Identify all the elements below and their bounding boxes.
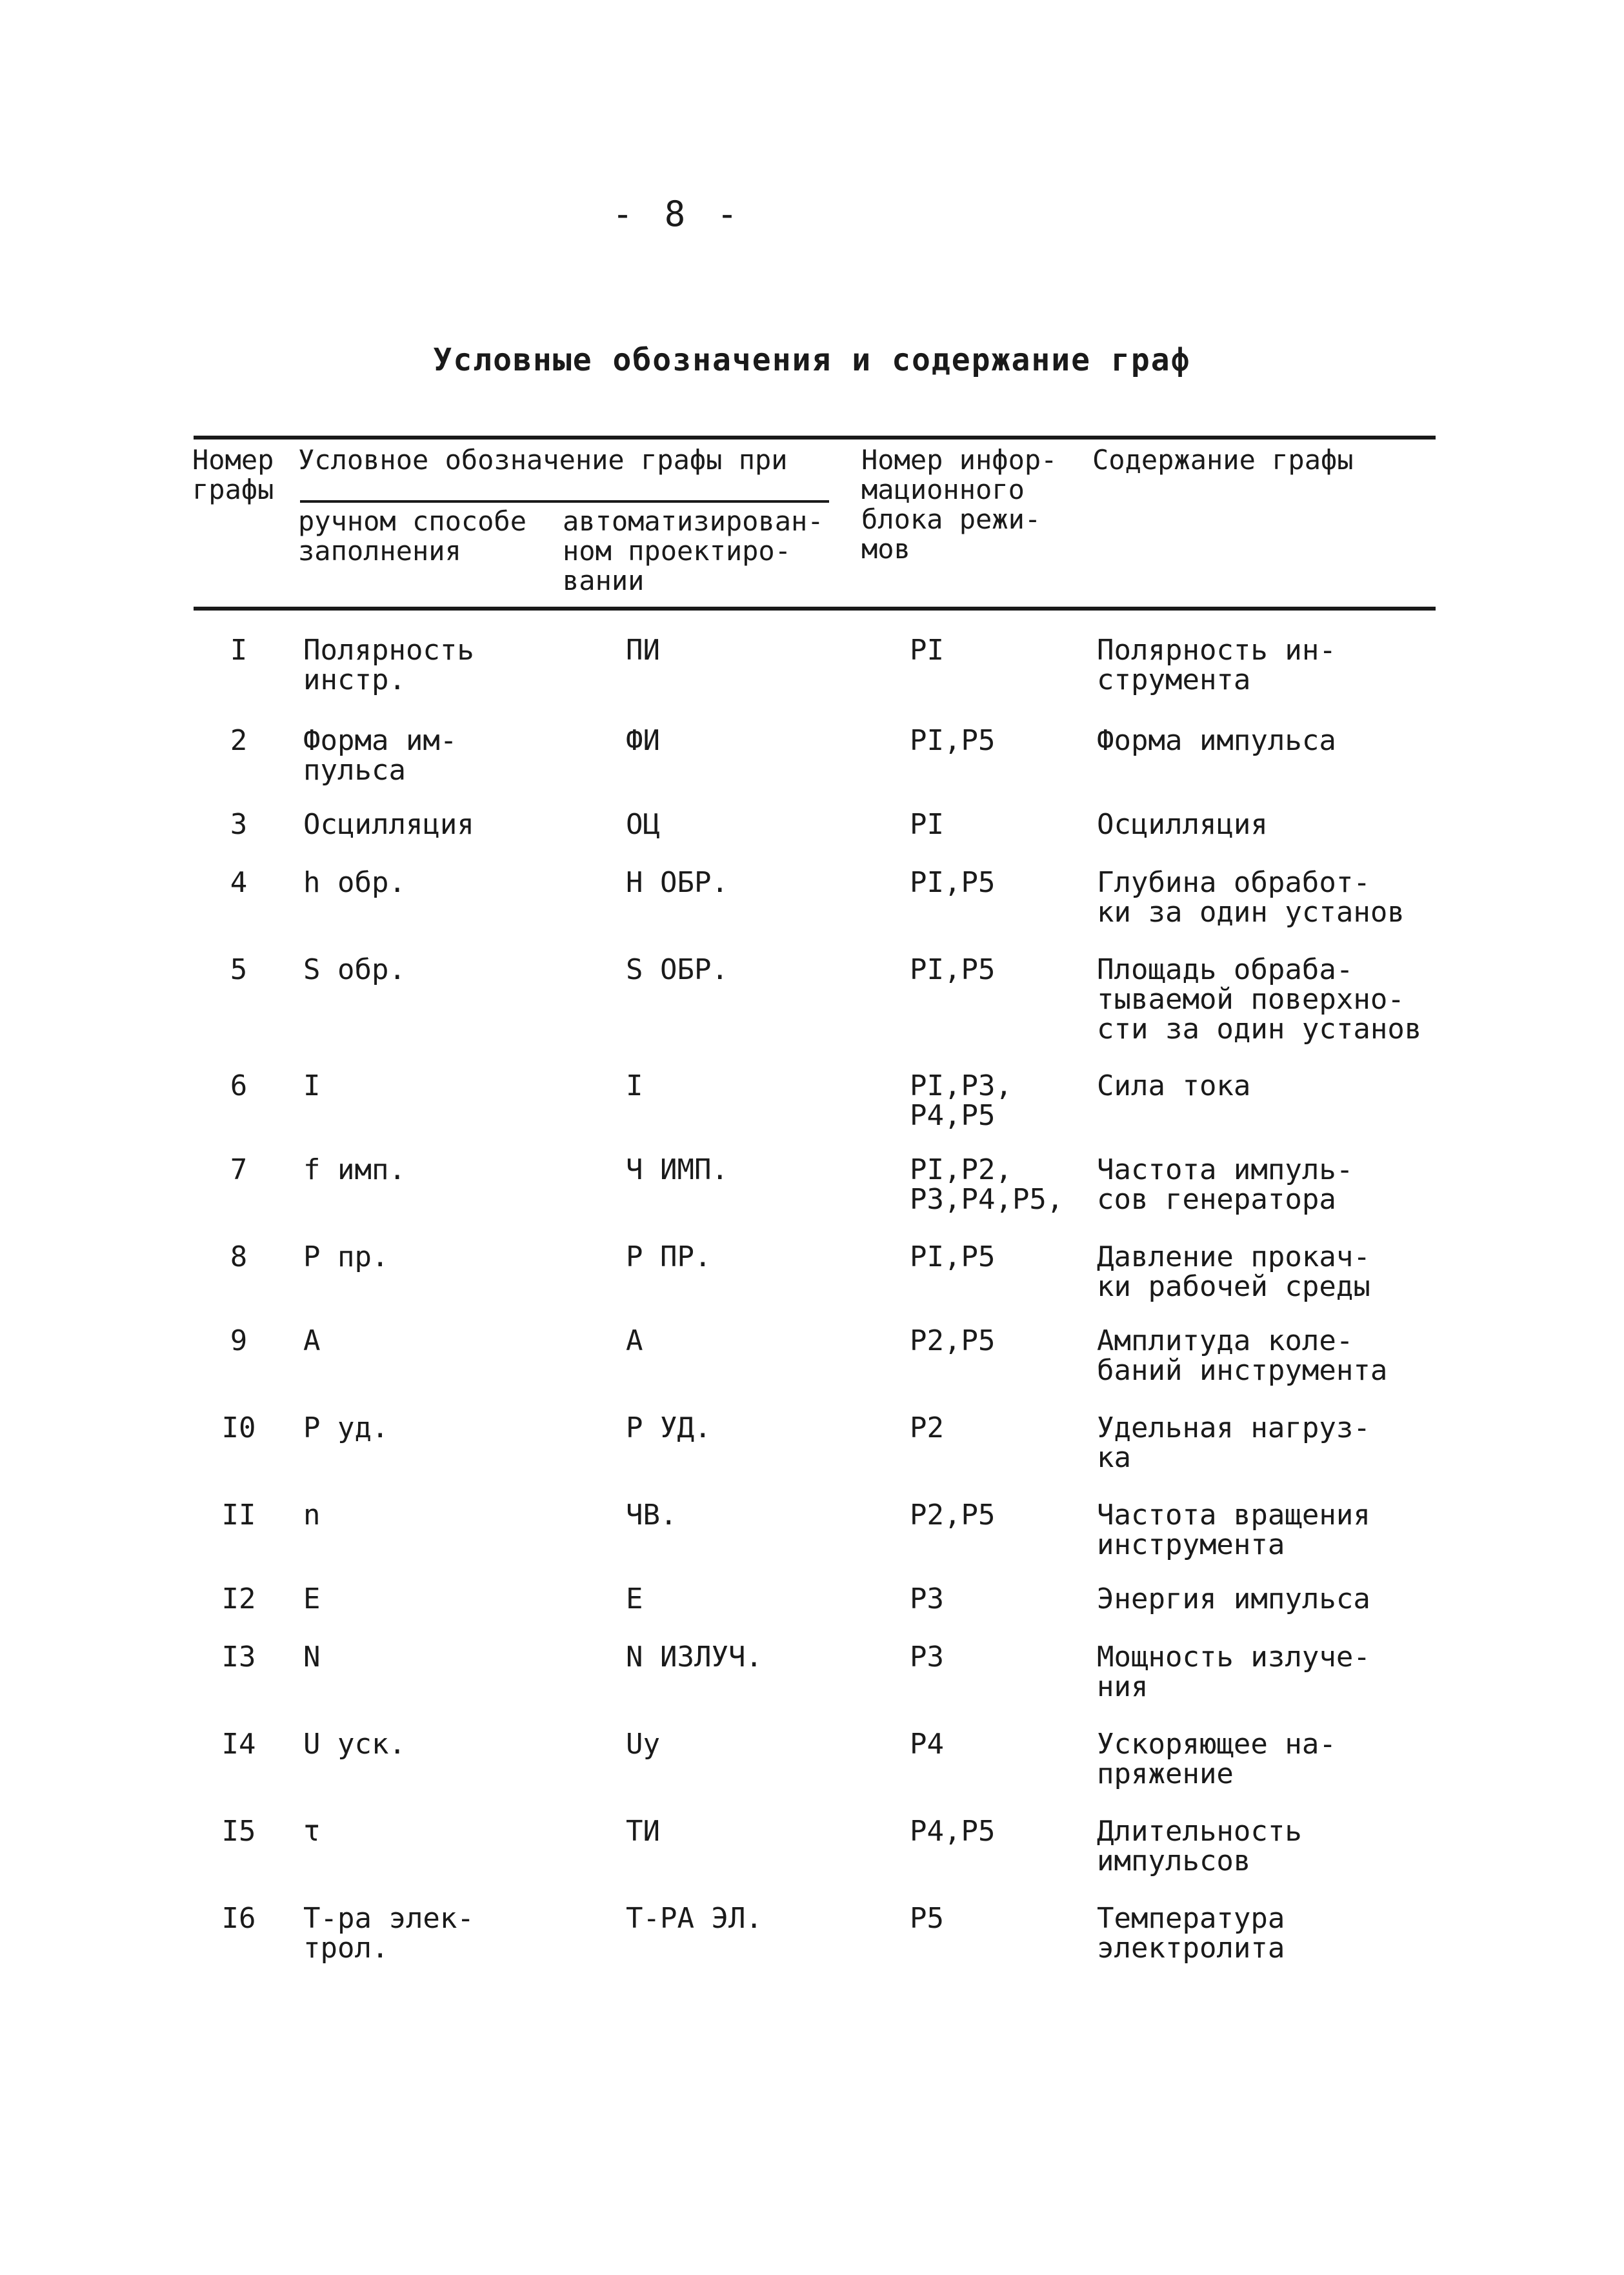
row-auto-designation: ОЦ [626, 808, 660, 841]
row-block-number: PI,P5 [910, 724, 996, 757]
page-title: Условные обозначения и содержание граф [433, 342, 1191, 378]
header-manual: ручном способе заполнения [298, 505, 527, 567]
row-number: 5 [230, 953, 248, 986]
row-block-number: PI,P5 [910, 866, 996, 899]
row-number: I6 [221, 1902, 256, 1935]
row-content: Давление прокач- ки рабочей среды [1097, 1240, 1370, 1303]
row-number: I5 [221, 1815, 256, 1848]
row-auto-designation: T-РА ЭЛ. [626, 1902, 763, 1935]
row-manual-designation: E [303, 1582, 321, 1615]
row-manual-designation: Форма им- пульса [303, 724, 457, 787]
row-block-number: P2,P5 [910, 1324, 996, 1357]
row-block-number: P4,P5 [910, 1815, 996, 1848]
row-content: Ускоряющее на- пряжение [1097, 1728, 1336, 1790]
row-auto-designation: ТИ [626, 1815, 660, 1848]
row-auto-designation: I [626, 1069, 643, 1102]
row-block-number: P5 [910, 1902, 944, 1935]
row-block-number: P3 [910, 1582, 944, 1615]
row-content: Частота вращения инструмента [1097, 1499, 1370, 1561]
row-content: Температура электролита [1097, 1902, 1285, 1965]
row-content: Мощность излуче- ния [1097, 1641, 1370, 1703]
row-block-number: PI [910, 808, 944, 841]
row-number: I4 [221, 1728, 256, 1761]
row-block-number: P2 [910, 1411, 944, 1444]
row-manual-designation: f имп. [303, 1153, 406, 1186]
row-content: Удельная нагруз- ка [1097, 1411, 1370, 1474]
row-manual-designation: U уск. [303, 1728, 406, 1761]
table-top-rule [194, 436, 1436, 440]
row-number: I3 [221, 1641, 256, 1673]
row-content: Площадь обраба- тываемой поверхно- сти за один установ [1097, 953, 1422, 1046]
header-content: Содержание графы [1092, 444, 1354, 476]
row-manual-designation: I [303, 1069, 321, 1102]
row-number: 7 [230, 1153, 248, 1186]
row-manual-designation: P уд. [303, 1411, 389, 1444]
header-number: Номер графы [192, 444, 274, 505]
row-manual-designation: n [303, 1499, 321, 1532]
row-block-number: P3 [910, 1641, 944, 1673]
row-content: Энергия импульса [1097, 1582, 1370, 1615]
page-number: - 8 - [612, 194, 743, 234]
row-number: 9 [230, 1324, 248, 1357]
row-number: 4 [230, 866, 248, 899]
row-number: 3 [230, 808, 248, 841]
row-content: Длительность импульсов [1097, 1815, 1302, 1877]
header-auto: автоматизирован- ном проектиро- вании [563, 505, 824, 596]
row-content: Сила тока [1097, 1069, 1251, 1102]
row-number: 8 [230, 1240, 248, 1273]
row-manual-designation: Осцилляция [303, 808, 474, 841]
row-auto-designation: A [626, 1324, 643, 1357]
row-auto-designation: ЧВ. [626, 1499, 677, 1532]
row-auto-designation: Ч ИМП. [626, 1153, 728, 1186]
header-block: Номер инфор- мационного блока режи- мов [861, 444, 1058, 565]
row-content: Амплитуда коле- баний инструмента [1097, 1324, 1388, 1387]
row-manual-designation: Полярность инстр. [303, 634, 474, 696]
row-auto-designation: ПИ [626, 634, 660, 667]
row-content: Частота импуль- сов генератора [1097, 1153, 1354, 1216]
row-number: I0 [221, 1411, 256, 1444]
row-block-number: P2,P5 [910, 1499, 996, 1532]
row-manual-designation: P пр. [303, 1240, 389, 1273]
row-number: I [230, 634, 248, 667]
row-auto-designation: Uу [626, 1728, 660, 1761]
row-manual-designation: h обр. [303, 866, 406, 899]
row-content: Форма импульса [1097, 724, 1336, 757]
row-block-number: PI,P5 [910, 953, 996, 986]
row-block-number: PI,P2, P3,P4,P5, [910, 1153, 1064, 1216]
row-manual-designation: τ [303, 1815, 321, 1848]
row-auto-designation: P УД. [626, 1411, 712, 1444]
row-auto-designation: E [626, 1582, 643, 1615]
header-designation: Условное обозначение графы при [298, 444, 788, 476]
row-number: I2 [221, 1582, 256, 1615]
row-manual-designation: N [303, 1641, 321, 1673]
table-header-rule [194, 607, 1436, 611]
row-block-number: PI,P3, P4,P5 [910, 1069, 1012, 1132]
row-content: Глубина обработ- ки за один установ [1097, 866, 1405, 929]
row-auto-designation: P ПР. [626, 1240, 712, 1273]
row-manual-designation: A [303, 1324, 321, 1357]
row-content: Полярность ин- струмента [1097, 634, 1336, 696]
row-auto-designation: S ОБР. [626, 953, 728, 986]
row-manual-designation: T-ра элек- трол. [303, 1902, 474, 1965]
row-manual-designation: S обр. [303, 953, 406, 986]
row-block-number: PI,P5 [910, 1240, 996, 1273]
row-block-number: PI [910, 634, 944, 667]
row-auto-designation: N ИЗЛУЧ. [626, 1641, 763, 1673]
row-content: Осцилляция [1097, 808, 1268, 841]
row-number: 2 [230, 724, 248, 757]
row-number: 6 [230, 1069, 248, 1102]
row-block-number: P4 [910, 1728, 944, 1761]
header-subrule [300, 500, 829, 503]
row-number: II [221, 1499, 256, 1532]
row-auto-designation: H ОБР. [626, 866, 728, 899]
row-auto-designation: ФИ [626, 724, 660, 757]
